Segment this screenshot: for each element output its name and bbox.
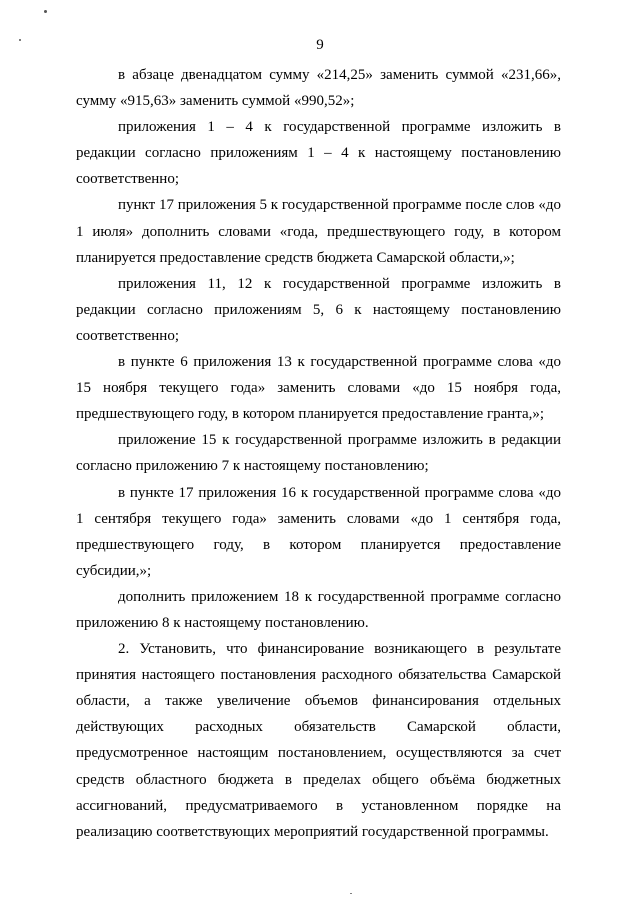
paragraph: в абзаце двенадцатом сумму «214,25» заменить суммой «231,66», сумму «915,63» заменить суммой «990,52»; — [76, 67, 561, 110]
page-number: 9 — [316, 37, 324, 53]
paragraph: 2. Установить, что финансирование возникающего в результате принятия настоящего постановления расходного обязательства Самарской области, а также увеличение объемов финансирования отдельных действующих расходных обязательств Самарской области, предусмотренное настоящим постановлением, осуществляются за счет средств областного бюджета в пределах общего объёма бюджетных ассигнований, предусматриваемого в установленном порядке на реализацию соответствующих мероприятий государственной программы. — [76, 641, 561, 840]
paragraph: пункт 17 приложения 5 к государственной программе после слов «до 1 июля» дополнить словами «года, предшествующего году, в котором планируется предоставление средств бюджета Самарской области,»; — [76, 197, 561, 266]
paragraph: приложение 15 к государственной программе изложить в редакции согласно приложению 7 к настоящему постановлению; — [76, 432, 561, 475]
paragraph: приложения 1 – 4 к государственной программе изложить в редакции согласно приложениям 1 – 4 к настоящему постановлению соответственно; — [76, 119, 561, 188]
paragraph: в пункте 6 приложения 13 к государственной программе слова «до 15 ноября текущего года» заменить словами «до 15 ноября года, предшествующего году, в котором планируется предоставление гранта,»; — [76, 354, 561, 423]
paragraph: в пункте 17 приложения 16 к государственной программе слова «до 1 сентября текущего года» заменить словами «до 1 сентября года, предшествующего году, в котором планируется предоставление субсидии,»; — [76, 484, 561, 579]
paragraph: дополнить приложением 18 к государственной программе согласно приложению 8 к настоящему постановлению. — [76, 588, 561, 631]
paragraph: приложения 11, 12 к государственной программе изложить в редакции согласно приложениям 5, 6 к настоящему постановлению соответственно; — [76, 275, 561, 344]
scan-speck — [44, 10, 47, 13]
scan-speck — [350, 893, 352, 894]
document-body — [76, 62, 561, 845]
